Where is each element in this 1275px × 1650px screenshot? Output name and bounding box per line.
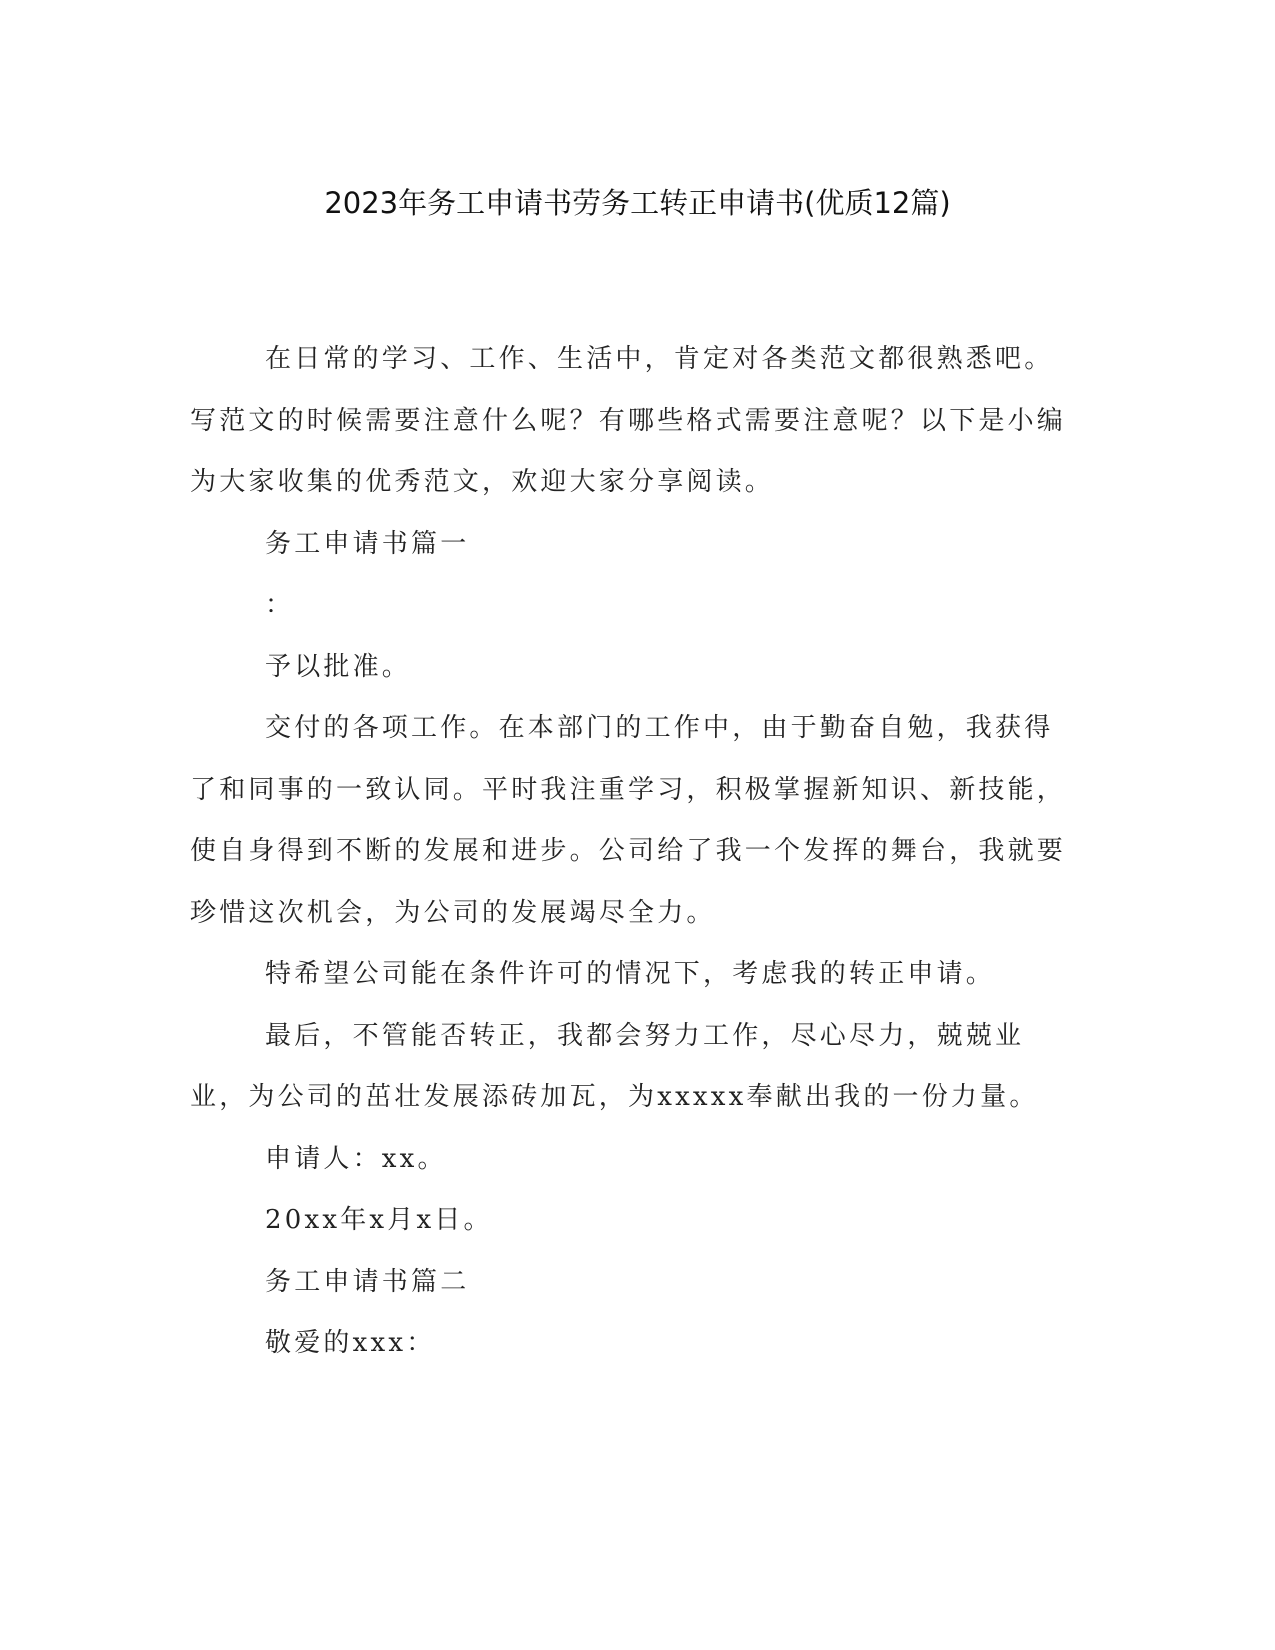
document-body <box>190 329 1080 1375</box>
body-paragraph: 予以批准。 <box>265 651 412 682</box>
date-line: 20xx年x月x日。 <box>265 1205 493 1235</box>
body-paragraph: 最后，不管能否转正，我都会努力工作，尽心尽力，兢兢业业，为公司的茁壮发展添砖加瓦，为xxxxx奉献出我的一份力量。 <box>190 1020 1039 1112</box>
section-heading-1: 务工申请书篇一 <box>265 528 470 559</box>
body-paragraph: 交付的各项工作。在本部门的工作中，由于勤奋自勉，我获得了和同事的一致认同。平时我注重学习，积极掌握新知识、新技能，使自身得到不断的发展和进步。公司给了我一个发挥的舞台，我就要珍惜这次机会，为公司的发展竭尽全力。 <box>190 713 1067 928</box>
body-paragraph: 特希望公司能在条件许可的情况下，考虑我的转正申请。 <box>265 959 996 989</box>
document-title: 2023年务工申请书劳务工转正申请书(优质12篇) <box>324 186 951 220</box>
salutation-colon: ： <box>265 590 295 620</box>
intro-paragraph: 在日常的学习、工作、生活中，肯定对各类范文都很熟悉吧。写范文的时候需要注意什么呢？有哪些格式需要注意呢？以下是小编为大家收集的优秀范文，欢迎大家分享阅读。 <box>190 344 1067 497</box>
applicant-line: 申请人：xx。 <box>265 1143 447 1174</box>
greeting-line: 敬爱的xxx： <box>265 1328 436 1358</box>
section-heading-2: 务工申请书篇二 <box>265 1266 470 1297</box>
